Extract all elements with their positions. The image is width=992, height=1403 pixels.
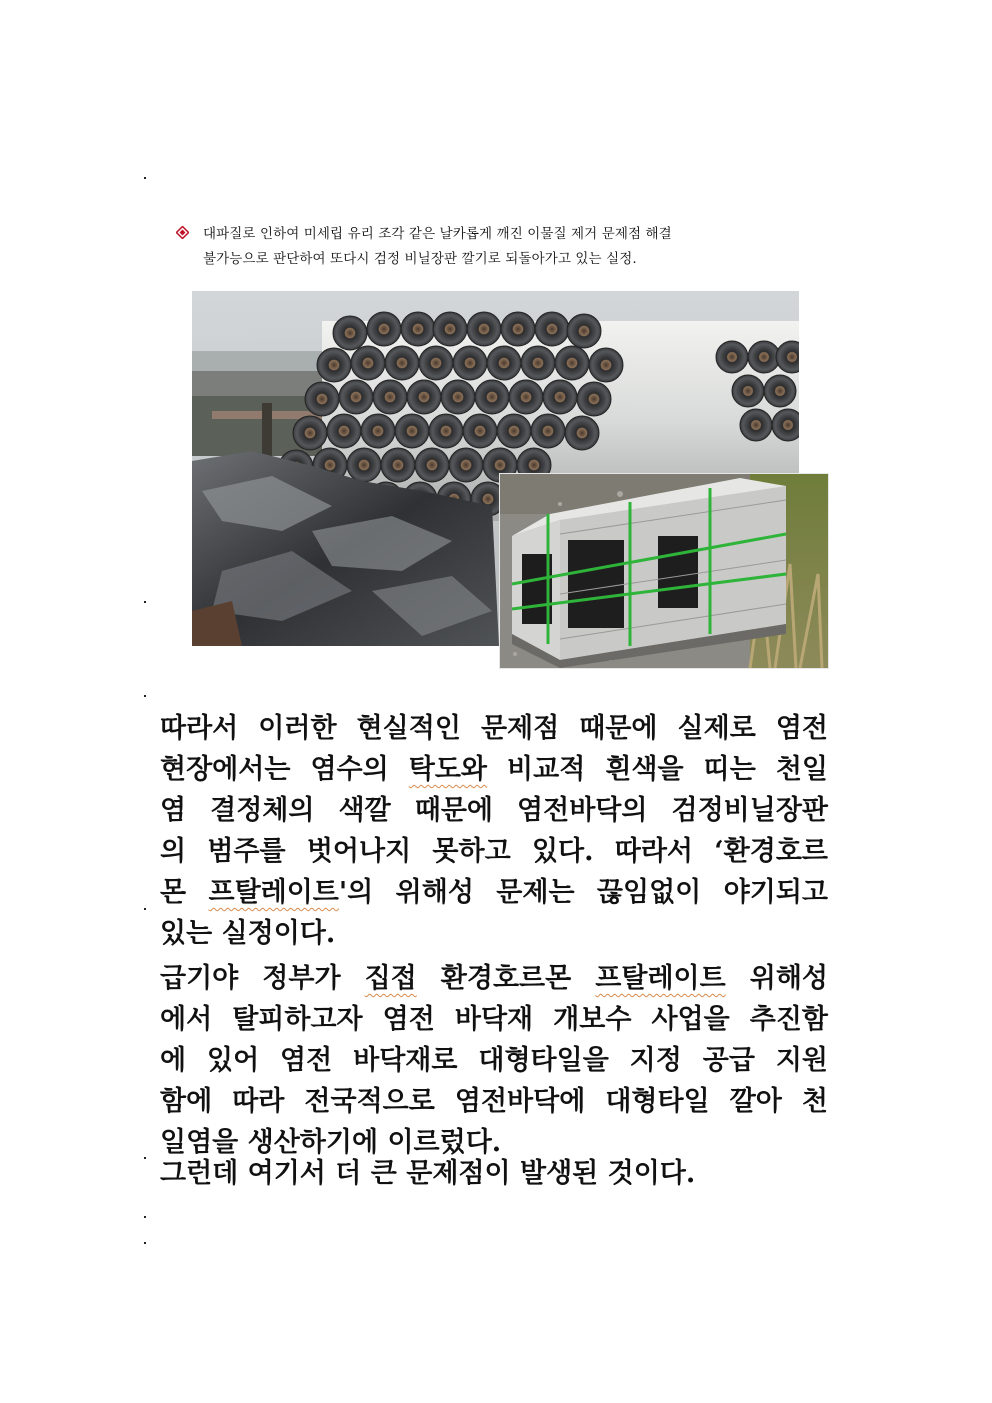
spellcheck-underlined-word: 집접: [364, 963, 417, 994]
caption-line-2: 불가능으로 판단하여 또다시 검정 비닐장판 깔기로 되돌아가고 있는 실정.: [203, 251, 637, 267]
paragraph-2-line: 일염을 생산하기에 이르렀다.: [160, 1127, 502, 1158]
paragraph-3-line: 그런데 여기서 더 큰 문제점이 발생된 것이다.: [160, 1158, 696, 1189]
spellcheck-underlined-word: 프탈레이트: [208, 877, 339, 908]
text-run: 위해성: [725, 963, 828, 994]
paragraph-mark: [144, 1216, 146, 1218]
paragraph-2-line: 에 있어 염전 바닥재로 대형타일을 지정 공급 지원: [160, 1045, 828, 1076]
spellcheck-underlined-word: 프탈레이트: [595, 963, 726, 994]
text-run: 현장에서는 염수의: [160, 754, 409, 785]
text-run: 비교적 흰색을 띠는 천일: [487, 754, 828, 785]
stacked-large-tiles-on-pallet-photo: [499, 473, 829, 669]
paragraph-1-line: [160, 749, 828, 790]
paragraph-1-line: 의 범주를 벗어나지 못하고 있다. 따라서 ‘환경호르: [160, 836, 828, 867]
paragraph-mark: [144, 908, 146, 910]
text-run: 몬: [160, 877, 209, 908]
diamond-bullet-icon: [176, 226, 189, 239]
paragraph-2-line: [160, 958, 828, 999]
bullet-caption: [176, 222, 796, 272]
paragraph-2-line: 에서 탈피하고자 염전 바닥재 개보수 사업을 추진함: [160, 1004, 828, 1035]
paragraph-mark: [144, 1157, 146, 1159]
text-run: 급기야 정부가: [160, 963, 365, 994]
paragraph-mark: [144, 601, 146, 603]
body-paragraph-3: [160, 1153, 828, 1194]
paragraph-2-line: 함에 따라 전국적으로 염전바닥에 대형타일 깔아 천: [160, 1086, 828, 1117]
paragraph-mark: [144, 695, 146, 697]
paragraph-mark: [144, 177, 146, 179]
body-paragraph-2: [160, 958, 828, 1163]
paragraph-1-line: 염 결정체의 색깔 때문에 염전바닥의 검정비닐장판: [160, 795, 828, 826]
text-run: 환경호르몬: [416, 963, 596, 994]
paragraph-1-line: [160, 872, 828, 913]
paragraph-mark: [144, 1242, 146, 1244]
text-run: '의 위해성 문제는 끊임없이 야기되고: [338, 877, 828, 908]
caption-line-1: 대파질로 인하여 미세립 유리 조각 같은 날카롭게 깨진 이물질 제거 문제점 해결: [203, 226, 672, 242]
body-paragraph-1: [160, 708, 828, 954]
paragraph-1-line: 따라서 이러한 현실적인 문제점 때문에 실제로 염전: [160, 713, 828, 744]
paragraph-1-line: 있는 실정이다.: [160, 918, 336, 949]
spellcheck-underlined-word: 탁도와: [408, 754, 487, 785]
